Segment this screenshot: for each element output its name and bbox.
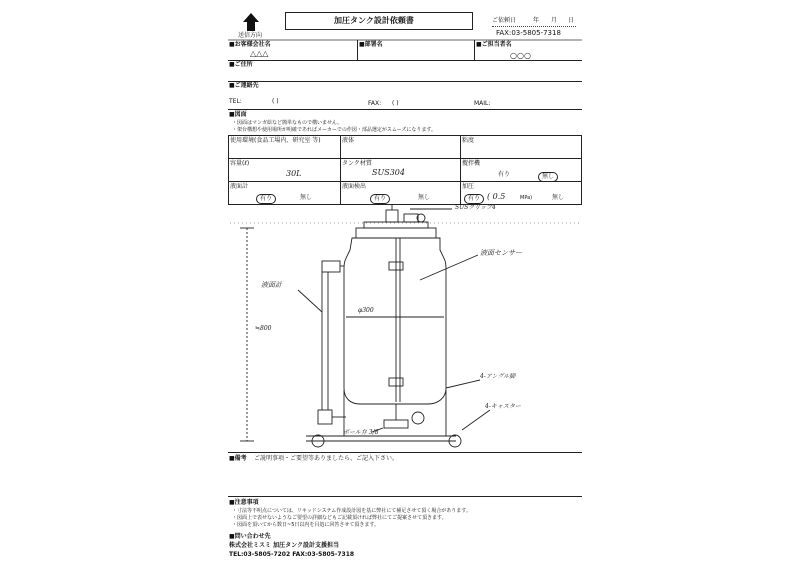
company-label: ■お客様会社名 — [229, 41, 271, 48]
drawing-section-label: ■図面 — [229, 111, 247, 118]
sketch-clip-note: SUSクリップ4 — [455, 204, 496, 211]
level-gauge-label: 液面計 — [230, 183, 249, 190]
pressure-unit: MPa) — [520, 195, 533, 201]
department-label: ■部署名 — [359, 41, 383, 48]
month-label: 月 — [551, 17, 558, 24]
phone-section-label: ■ご連絡先 — [229, 82, 259, 89]
fax-area-code[interactable]: ( ) — [392, 100, 399, 107]
level-gauge-no[interactable]: 無し — [300, 194, 313, 201]
page-title: 加圧タンク設計依頼書 — [334, 16, 414, 25]
contact-person-label: ■ご担当者名 — [476, 41, 512, 48]
year-label: 年 — [533, 17, 540, 24]
tel-label: TEL: — [229, 98, 242, 105]
notes-label: ■注意事項 — [229, 499, 259, 506]
sketch-casters-note: 4-キャスター — [485, 403, 521, 410]
request-date-label: ご依頼日 — [492, 17, 517, 24]
sketch-diameter-note: φ300 — [358, 307, 374, 314]
mail-label: MAIL: — [474, 100, 491, 107]
send-direction-label: 送信方向 — [238, 32, 263, 39]
pressure-no[interactable]: 無し — [552, 194, 565, 201]
tank-material-value[interactable]: SUS304 — [372, 168, 405, 177]
header-fax: FAX:03-5805-7318 — [496, 29, 561, 37]
level-detect-yes-selected[interactable]: 有り — [370, 194, 390, 204]
level-detect-label: 液面検出 — [342, 183, 367, 190]
pressure-yes-selected[interactable]: 有り — [464, 194, 484, 204]
fax-label: FAX: — [368, 100, 382, 107]
day-label: 日 — [568, 17, 575, 24]
pressure-value[interactable]: ( 0.5 — [487, 192, 506, 201]
divider — [228, 452, 582, 453]
use-environment-label: 使用環境(食品工場内、研究室 等) — [230, 137, 321, 144]
notes-line-2: ・図面上で表せないようなご要望の詳細などもご記載頂ければ弊社にてご提案させて頂きます。 — [232, 515, 447, 521]
stirrer-label: 攪拌機 — [462, 160, 481, 167]
volume-value[interactable]: 30L — [286, 169, 302, 178]
inquiry-label: ■問い合わせ先 — [229, 533, 271, 540]
date-underline — [492, 26, 576, 27]
divider — [460, 135, 461, 205]
sketch-drain-note: ボール弁 3/8 — [343, 429, 379, 436]
divider — [228, 496, 582, 497]
notes-line-1: ・寸法等不明点については、リキッドシステム作成設計図を基に弊社にて補足させて頂く場合があります。 — [232, 508, 471, 514]
inquiry-company: 株式会社ミスミ 加圧タンク設計支援担当 — [229, 542, 339, 549]
pressure-label: 加圧 — [462, 183, 475, 190]
level-gauge-yes-selected[interactable]: 有り — [256, 194, 276, 204]
divider — [228, 158, 582, 159]
remarks-instruction: ご説明事項・ご要望等ありましたら、ご記入下さい。 — [254, 455, 399, 462]
liquid-label: 液体 — [342, 137, 355, 144]
divider — [474, 40, 475, 60]
divider — [228, 60, 582, 61]
divider — [228, 109, 582, 110]
stirrer-yes[interactable]: 有り — [498, 171, 511, 178]
divider — [357, 40, 358, 60]
company-value[interactable]: △△△ — [250, 49, 269, 58]
tank-material-label: タンク材質 — [342, 160, 372, 167]
viscosity-label: 粘度 — [462, 137, 475, 144]
drawing-note-2: ・架台構想や使用場所が明確であればメーカーでの作図・部品選定がスムーズになります。 — [232, 127, 437, 133]
divider — [228, 181, 582, 182]
sketch-height-note: ≒800 — [255, 325, 272, 332]
drawing-note-1: ・図面はマンガ絵など簡単なもので構いません。 — [232, 120, 343, 126]
sketch-legs-note: 4-アングル脚 — [480, 373, 516, 380]
contact-person-value[interactable]: ○○○ — [510, 51, 531, 60]
level-detect-no[interactable]: 無し — [418, 194, 431, 201]
remarks-label: ■備考 — [229, 455, 247, 462]
volume-label: 容量(ℓ) — [230, 160, 250, 167]
sketch-level-sensor-note: 液面センサー — [480, 249, 522, 257]
sketch-level-gauge-note: 液面計 — [261, 281, 282, 289]
divider — [340, 135, 341, 205]
tel-area-code[interactable]: ( ) — [272, 98, 279, 105]
stirrer-no-selected[interactable]: 無し — [538, 172, 558, 182]
tank-sketch — [230, 204, 580, 447]
divider — [228, 81, 582, 82]
inquiry-contact: TEL:03-5805-7202 FAX:03-5805-7318 — [229, 551, 355, 558]
up-arrow-icon — [243, 13, 259, 31]
notes-line-3: ・図面を頂いてから数日~5日以内を目処に回答させて頂きます。 — [232, 522, 379, 528]
address-label: ■ご住所 — [229, 61, 253, 68]
